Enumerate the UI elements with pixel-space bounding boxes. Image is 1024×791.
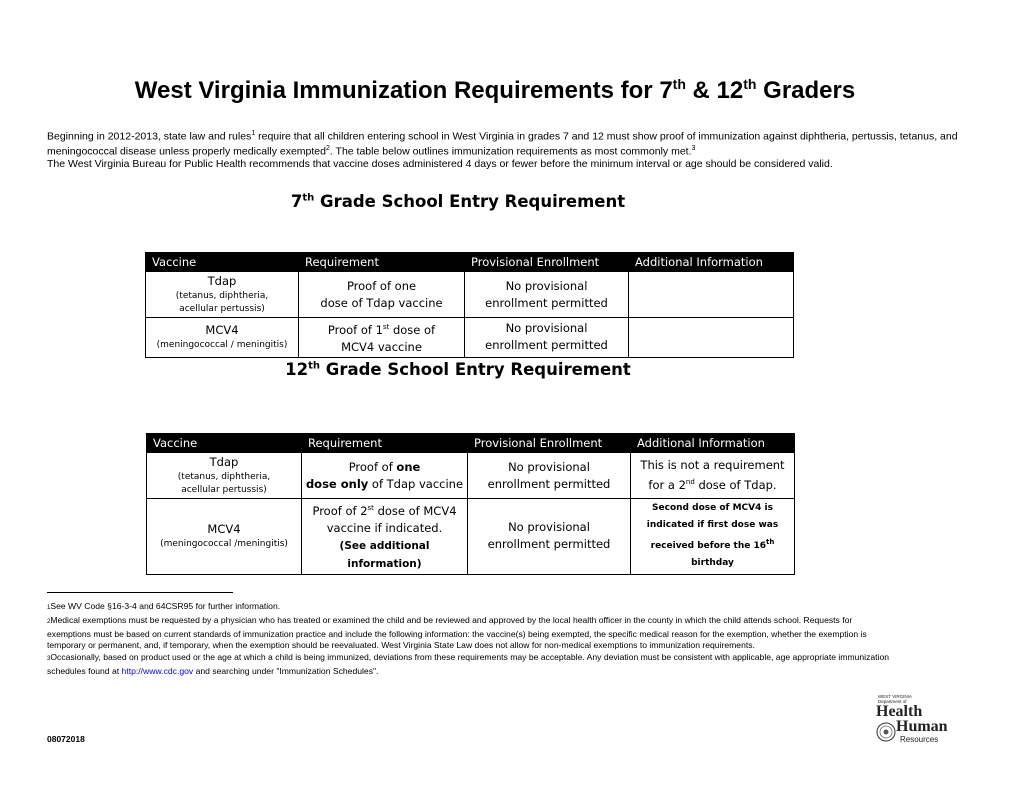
logo-word-resources: Resources xyxy=(900,735,939,744)
footnotes xyxy=(47,601,897,678)
header-provisional-enrollment: Provisional Enrollment xyxy=(465,253,629,272)
header-additional-information: Additional Information xyxy=(629,253,794,272)
table-row-mcv4 xyxy=(146,318,794,358)
requirement-cell: Proof of 1st dose of MCV4 vaccine xyxy=(299,318,465,358)
vaccine-cell: MCV4 (meningococcal / meningitis) xyxy=(146,318,299,358)
provisional-cell: No provisional enrollment permitted xyxy=(468,453,631,499)
logo-word-human: Human xyxy=(896,718,948,735)
info-cell xyxy=(629,318,794,358)
vaccine-cell: Tdap (tetanus, diphtheria, acellular pertussis) xyxy=(147,453,302,499)
logo-line-2: Department of xyxy=(878,699,907,704)
cdc-link[interactable]: http://www.cdc.gov xyxy=(121,665,194,676)
page-title: West Virginia Immunization Requirements for 7th & 12th Graders xyxy=(134,76,856,104)
intro-paragraph-1: Beginning in 2012-2013, state law and rules$^1$ require that all children entering school in West Virginia in grades 7 and 12 must show proof of immunization against diphtheria, pertussis, tetanus, and meningococcal disease unless properly medically exempted$^2$. The table below outlines immunization requirements as most commonly met.$^3$ xyxy=(47,130,958,158)
header-requirement: Requirement xyxy=(299,253,465,272)
provisional-cell: No provisional enrollment permitted xyxy=(465,318,629,358)
grade7-section-title: 7th Grade School Entry Requirement xyxy=(290,192,626,211)
intro-text xyxy=(47,128,1007,171)
footnote-2: 2Medical exemptions must be requested by a physician who has treated or examined the child and be reviewed and approved by the local health officer in the county in which the child attends school. Requests for exemptions must be based on current standards of immunization practice and include the following information: the vaccine(s) being exempted, the specific medical reason for the exemption, whether the exemption is temporary or permanent, and, if temporary, when the exemption should be reevaluated. West Virginia State Law does not allow for non-medical exemptions to immunization requirements. xyxy=(47,614,867,651)
requirement-cell: Proof of one dose only of Tdap vaccine xyxy=(302,453,468,499)
header-vaccine: Vaccine xyxy=(146,253,299,272)
grade7-requirements-table xyxy=(145,252,794,358)
vaccine-cell: Tdap (tetanus, diphtheria, acellular pertussis) xyxy=(146,272,299,318)
footnote-divider xyxy=(47,592,233,593)
header-additional-information: Additional Information xyxy=(631,434,795,453)
logo-word-health: Health xyxy=(876,703,923,720)
footnote-1: 1See WV Code §16-3-4 and 64CSR95 for further information. xyxy=(47,601,281,611)
provisional-cell: No provisional enrollment permitted xyxy=(465,272,629,318)
document-code: 08072018 xyxy=(47,734,85,744)
requirement-cell: Proof of one dose of Tdap vaccine xyxy=(299,272,465,318)
provisional-cell: No provisional enrollment permitted xyxy=(468,499,631,575)
intro-paragraph-2: The West Virginia Bureau for Public Health recommends that vaccine doses administered 4 days or fewer before the minimum interval or age should be considered valid. xyxy=(47,158,833,171)
grade12-requirements-table xyxy=(146,433,795,575)
header-vaccine: Vaccine xyxy=(147,434,302,453)
header-requirement: Requirement xyxy=(302,434,468,453)
table-header-row xyxy=(147,434,795,453)
requirement-cell: Proof of 2st dose of MCV4 vaccine if indicated. (See additional information) xyxy=(302,499,468,575)
info-cell: Second dose of MCV4 is indicated if first dose was received before the 16th birthday xyxy=(631,499,795,575)
seal-icon xyxy=(876,722,896,742)
table-row-tdap xyxy=(147,453,795,499)
table-row-tdap xyxy=(146,272,794,318)
table-header-row xyxy=(146,253,794,272)
dhhr-logo xyxy=(874,694,956,746)
table-row-mcv4 xyxy=(147,499,795,575)
logo-line-1: WEST VIRGINIA xyxy=(878,694,912,699)
header-provisional-enrollment: Provisional Enrollment xyxy=(468,434,631,453)
footnote-3: 3Occasionally, based on product used or the age at which a child is being immunized, deviations from these requirements may be acceptable. Any deviation must be consistent with applicable, age appropriate immunization schedules found at http://www.cdc.gov and searching under "Immunization Schedules". xyxy=(47,652,890,676)
grade12-section-title: 12th Grade School Entry Requirement xyxy=(285,360,631,379)
vaccine-cell: MCV4 (meningococcal /meningitis) xyxy=(147,499,302,575)
info-cell xyxy=(629,272,794,318)
info-cell: This is not a requirement for a 2nd dose of Tdap. xyxy=(631,453,795,499)
